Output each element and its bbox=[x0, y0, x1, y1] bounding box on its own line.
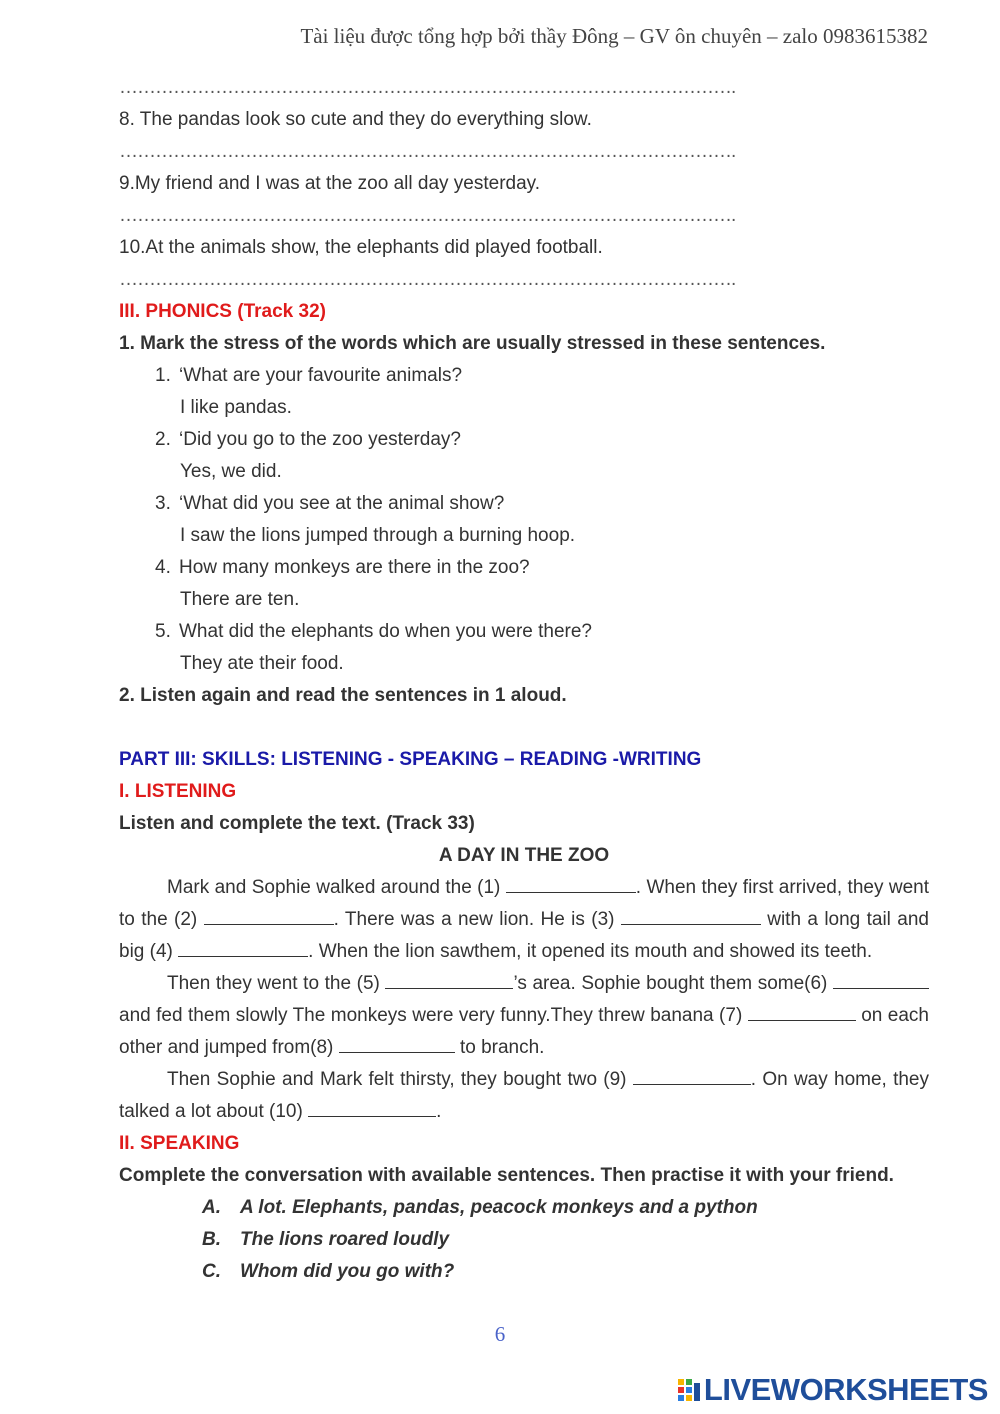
blank-5[interactable] bbox=[385, 968, 513, 989]
listening-heading: I. LISTENING bbox=[119, 781, 237, 802]
blank-9[interactable] bbox=[633, 1064, 751, 1085]
option-letter: C. bbox=[202, 1261, 221, 1282]
passage-text: Mark and Sophie walked around the (1) bbox=[167, 877, 506, 898]
option-letter: B. bbox=[202, 1229, 221, 1250]
passage-text: with a long tail and big (4) bbox=[119, 909, 929, 962]
liveworksheets-logo[interactable] bbox=[677, 1372, 988, 1408]
stress-answer: There are ten. bbox=[180, 589, 300, 610]
phonics-item-4 bbox=[119, 552, 929, 584]
passage-paragraph-2 bbox=[119, 968, 929, 1064]
passage-paragraph-3 bbox=[119, 1064, 929, 1128]
blank-6[interactable] bbox=[833, 968, 929, 989]
blank-3[interactable] bbox=[621, 904, 761, 925]
exercise-item-9: 9.My friend and I was at the zoo all day yesterday. bbox=[119, 173, 541, 194]
exercise-item-10: 10.At the animals show, the elephants did played football. bbox=[119, 237, 603, 258]
phonics-item-3 bbox=[119, 488, 929, 520]
stress-answer: They ate their food. bbox=[180, 653, 344, 674]
option-letter: A. bbox=[202, 1197, 221, 1218]
blank-4[interactable] bbox=[178, 936, 308, 957]
phonics-task-2: 2. Listen again and read the sentences in 1 aloud. bbox=[119, 685, 567, 706]
passage-title: A DAY IN THE ZOO bbox=[438, 845, 610, 866]
passage-text: . bbox=[436, 1101, 442, 1122]
answer-line[interactable]: …………………………………………………………………………………………. bbox=[119, 205, 736, 226]
passage-text: and fed them slowly The monkeys were very funny.They threw banana (7) bbox=[119, 1005, 748, 1026]
stress-answer: I saw the lions jumped through a burning hoop. bbox=[180, 525, 576, 546]
item-number: 4. bbox=[155, 557, 171, 578]
speaking-heading: II. SPEAKING bbox=[119, 1133, 240, 1154]
option-text: A lot. Elephants, pandas, peacock monkeys and a python bbox=[240, 1197, 758, 1218]
passage-paragraph-1 bbox=[119, 872, 929, 968]
logo-text: LIVEWORKSHEETS bbox=[703, 1372, 988, 1407]
phonics-item-2 bbox=[119, 424, 929, 456]
passage-text: . There was a new lion. He is (3) bbox=[333, 909, 621, 930]
answer-line[interactable]: …………………………………………………………………………………………. bbox=[119, 269, 736, 290]
answer-line[interactable]: …………………………………………………………………………………………. bbox=[119, 141, 736, 162]
stress-question: ‘What are your favourite animals? bbox=[179, 365, 463, 386]
passage-text: Then they went to the (5) bbox=[167, 973, 386, 994]
item-number: 3. bbox=[155, 493, 171, 514]
blank-7[interactable] bbox=[748, 1000, 856, 1021]
speaking-option-c bbox=[119, 1256, 929, 1288]
exercise-item-8: 8. The pandas look so cute and they do everything slow. bbox=[119, 109, 592, 130]
passage-text: . When the lion sawthem, it opened its mouth and showed its teeth. bbox=[308, 941, 873, 962]
item-number: 2. bbox=[155, 429, 171, 450]
blank-10[interactable] bbox=[308, 1096, 436, 1117]
item-number: 5. bbox=[155, 621, 171, 642]
option-text: Whom did you go with? bbox=[240, 1261, 455, 1282]
part-3-heading: PART III: SKILLS: LISTENING - SPEAKING – READING -WRITING bbox=[119, 749, 702, 770]
item-number: 1. bbox=[155, 365, 171, 386]
passage-text: ’s area. Sophie bought them some(6) bbox=[513, 973, 833, 994]
stress-question: ‘What did you see at the animal show? bbox=[179, 493, 505, 514]
speaking-option-b bbox=[119, 1224, 929, 1256]
blank-1[interactable] bbox=[506, 872, 636, 893]
phonics-task-1: 1. Mark the stress of the words which are usually stressed in these sentences. bbox=[119, 333, 826, 354]
blank-8[interactable] bbox=[339, 1032, 455, 1053]
stress-question: ‘Did you go to the zoo yesterday? bbox=[179, 429, 462, 450]
speaking-instruction: Complete the conversation with available sentences. Then practise it with your friend. bbox=[119, 1165, 894, 1186]
phonics-item-5 bbox=[119, 616, 929, 648]
passage-text: . On way home, they talked a lot about (10) bbox=[119, 1069, 929, 1122]
stress-question: How many monkeys are there in the zoo? bbox=[179, 557, 530, 578]
page-number: 6 bbox=[494, 1322, 506, 1346]
answer-line[interactable]: …………………………………………………………………………………………. bbox=[119, 77, 736, 98]
page-header: Tài liệu được tổng hợp bởi thầy Đông – GV ôn chuyên – zalo 0983615382 bbox=[300, 24, 928, 48]
phonics-heading: III. PHONICS (Track 32) bbox=[119, 301, 326, 322]
passage-text: Then Sophie and Mark felt thirsty, they bought two (9) bbox=[167, 1069, 633, 1090]
stress-question: What did the elephants do when you were there? bbox=[179, 621, 592, 642]
stress-answer: I like pandas. bbox=[180, 397, 292, 418]
phonics-item-1 bbox=[119, 360, 929, 392]
listening-instruction: Listen and complete the text. (Track 33) bbox=[119, 813, 475, 834]
option-text: The lions roared loudly bbox=[240, 1229, 450, 1250]
passage-text: on each other and jumped from(8) bbox=[119, 1005, 929, 1058]
liveworksheets-logo-icon bbox=[677, 1377, 701, 1403]
passage-text: . When they first arrived, they went to the (2) bbox=[119, 877, 929, 930]
speaking-option-a bbox=[119, 1192, 929, 1224]
spacer bbox=[119, 712, 929, 744]
stress-answer: Yes, we did. bbox=[180, 461, 282, 482]
passage-text: to branch. bbox=[454, 1037, 545, 1058]
worksheet-content bbox=[119, 72, 929, 1288]
blank-2[interactable] bbox=[204, 904, 334, 925]
